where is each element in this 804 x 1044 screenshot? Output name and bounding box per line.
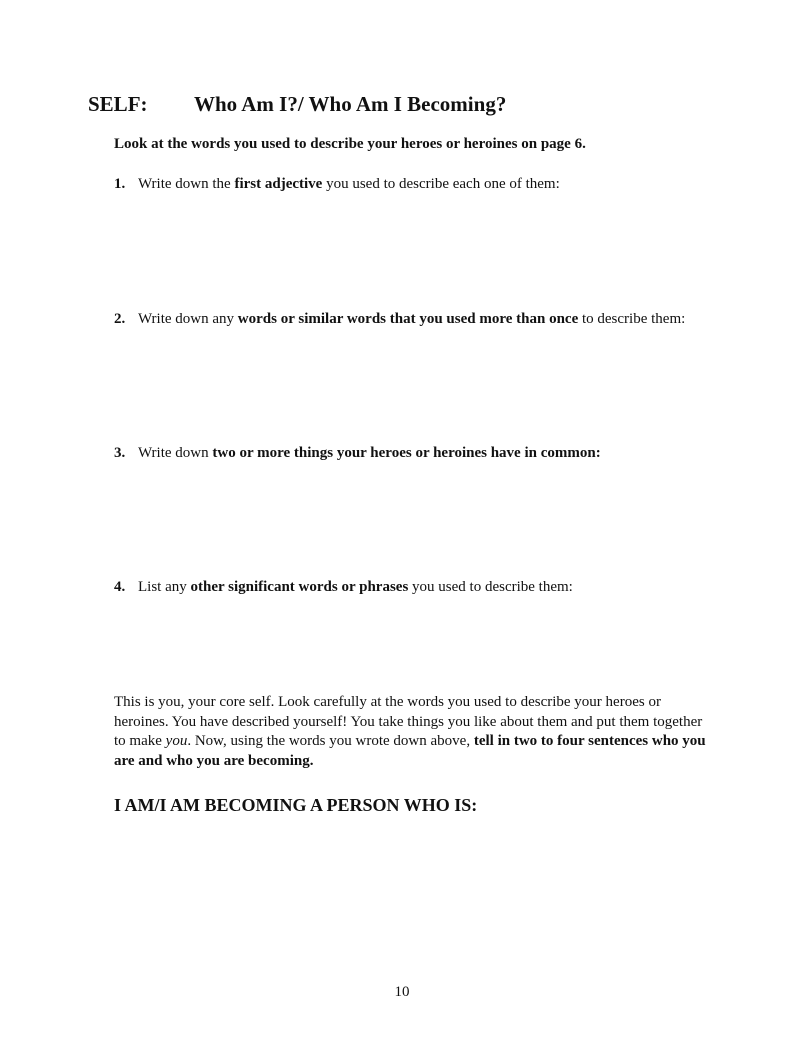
section-label: SELF: bbox=[88, 92, 148, 116]
intro-instruction: Look at the words you used to describe your heroes or heroines on page 6. bbox=[114, 136, 586, 152]
paragraph-text-2: . Now, using the words you wrote down above, bbox=[187, 733, 474, 749]
question-text: Write down any bbox=[138, 311, 238, 327]
question-number: 1. bbox=[114, 176, 126, 192]
paragraph-emphasis: tell in two to four sentences who you are and who you are becoming. bbox=[114, 733, 706, 769]
question-1 bbox=[114, 176, 560, 193]
question-emphasis: other significant words or phrases bbox=[190, 579, 409, 595]
question-3 bbox=[114, 445, 601, 462]
question-text-end: you used to describe each one of them: bbox=[322, 176, 560, 192]
question-emphasis: two or more things your heroes or heroines have in common: bbox=[212, 445, 601, 461]
core-self-paragraph bbox=[114, 693, 714, 771]
page-number: 10 bbox=[394, 984, 410, 1000]
question-text: Write down the bbox=[138, 176, 235, 192]
question-number: 3. bbox=[114, 445, 126, 461]
question-4 bbox=[114, 579, 573, 596]
question-emphasis: words or similar words that you used more than once bbox=[237, 311, 579, 327]
paragraph-italic: you bbox=[165, 733, 188, 749]
question-number: 4. bbox=[114, 579, 126, 595]
paragraph-text: This is you, your core self. Look carefully at the words you used to describe your heroes or heroines. You have described yourself! You take things you like about them and put them together to make bbox=[114, 694, 703, 749]
question-2 bbox=[114, 311, 685, 328]
question-text-end: to describe them: bbox=[578, 311, 686, 327]
question-text: Write down bbox=[138, 445, 213, 461]
question-text: List any bbox=[138, 579, 191, 595]
section-title: Who Am I?/ Who Am I Becoming? bbox=[194, 92, 507, 116]
page-heading bbox=[88, 92, 506, 117]
question-text-end: you used to describe them: bbox=[408, 579, 573, 595]
answer-heading: I AM/I AM BECOMING A PERSON WHO IS: bbox=[114, 795, 478, 815]
question-number: 2. bbox=[114, 311, 126, 327]
question-emphasis: first adjective bbox=[234, 176, 323, 192]
